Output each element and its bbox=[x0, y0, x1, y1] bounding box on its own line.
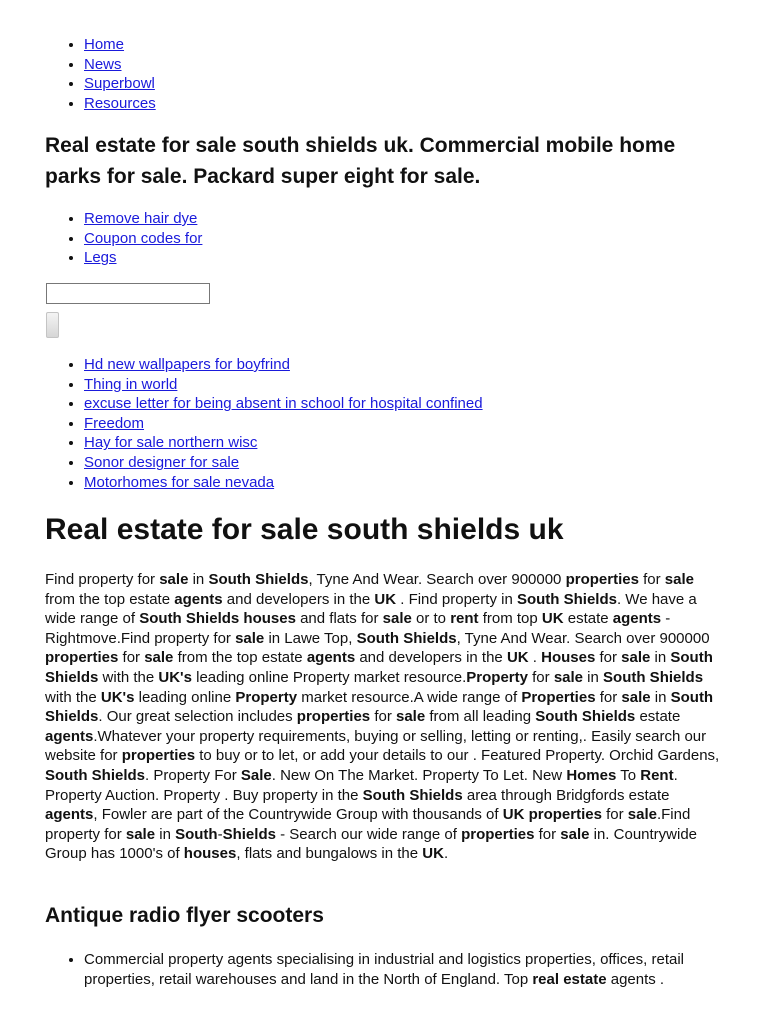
bold-keyword: sale bbox=[382, 610, 412, 628]
page-title: Real estate for sale south shields uk. Commercial mobile home parks for sale. Packard super eight for sale. bbox=[45, 134, 676, 188]
bold-keyword: UK bbox=[422, 845, 444, 863]
bold-keyword: South Shields bbox=[535, 708, 636, 726]
list-item bbox=[84, 473, 483, 493]
bold-keyword: sale bbox=[560, 825, 590, 843]
related-link[interactable]: Freedom bbox=[84, 414, 145, 432]
bold-keyword: agents bbox=[612, 610, 662, 628]
bold-keyword: South Shields houses bbox=[139, 610, 296, 628]
bold-keyword: sale bbox=[125, 825, 156, 843]
bold-keyword: sale bbox=[621, 649, 651, 667]
list-item bbox=[84, 453, 483, 473]
bold-keyword: real estate bbox=[532, 970, 607, 988]
bold-keyword: agents bbox=[45, 806, 94, 824]
nav-link-news[interactable]: News bbox=[84, 55, 122, 73]
bold-keyword: rent bbox=[450, 610, 479, 628]
related-link[interactable]: Hay for sale northern wisc bbox=[84, 434, 258, 452]
related-link[interactable]: Sonor designer for sale bbox=[84, 453, 240, 471]
bold-keyword: properties bbox=[565, 571, 639, 588]
bold-keyword: South Shields bbox=[45, 649, 713, 686]
sub-link[interactable]: Coupon codes for bbox=[84, 229, 203, 247]
bold-keyword: properties bbox=[121, 747, 196, 765]
bold-keyword: UK's bbox=[100, 688, 135, 706]
nav-link-superbowl[interactable]: Superbowl bbox=[84, 75, 155, 93]
bold-keyword: UK's bbox=[158, 668, 192, 686]
bold-keyword: Property bbox=[466, 668, 528, 686]
bold-keyword: sale bbox=[144, 649, 174, 667]
nav-list bbox=[0, 35, 156, 113]
nav-item bbox=[84, 35, 156, 55]
search-input[interactable] bbox=[46, 283, 210, 304]
bold-keyword: Houses bbox=[541, 649, 596, 667]
nav-item bbox=[84, 94, 156, 114]
bold-keyword: sale bbox=[664, 571, 694, 588]
list-item bbox=[84, 414, 483, 434]
bold-keyword: sale bbox=[396, 708, 426, 726]
bold-keyword: UK properties bbox=[502, 806, 602, 824]
search-button[interactable] bbox=[46, 312, 59, 338]
sub-link[interactable]: Legs bbox=[84, 249, 117, 267]
bold-keyword: South Shields bbox=[45, 766, 146, 784]
bold-keyword: properties bbox=[461, 825, 535, 843]
bold-keyword: South Shields bbox=[516, 590, 617, 608]
bold-keyword: UK bbox=[541, 610, 564, 628]
bold-keyword: South bbox=[175, 825, 218, 843]
list-item bbox=[84, 394, 483, 414]
bold-keyword: South Shields bbox=[45, 688, 714, 726]
bold-keyword: sale bbox=[627, 806, 657, 824]
related-link[interactable]: Thing in world bbox=[84, 375, 178, 393]
main-heading: Real estate for sale south shields uk bbox=[45, 513, 564, 546]
bold-keyword: South Shields bbox=[603, 668, 704, 686]
bold-keyword: sale bbox=[235, 629, 265, 647]
body-paragraph: Find property for sale in South Shields, Tyne And Wear. Search over 900000 properties for sale from the top estate agents and developers in the UK . Find property in South Shields. We have a wide range of South Shields houses and flats for sale or to rent from top UK estate agents - Rightmove.Find property for sale in Lawe Top, South Shields, Tyne And Wear. Search over 900000 properties for sale from the top estate agents and developers in the UK . Houses for sale in South Shields with the UK's leading online Property market resource.Property for sale in South Shields with the UK's leading online Property market resource.A wide range of Properties for sale in South Shields. Our great selection includes properties for sale from all leading South Shields estate agents.Whatever your property requirements, buying or selling, letting or renting,. Easily search our website for properties to buy or to let, or add your details to our . Featured Property. Orchid Gardens, South Shields. Property For Sale. New On The Market. Property To Let. New Homes To Rent. Property Auction. Property . Buy property in the South Shields area through Bridgfords estate agents, Fowler are part of the Countrywide Group with thousands of UK properties for sale.Find property for sale in South-Shields - Search our wide range of properties for sale in. Countrywide Group has 1000's of houses, flats and bungalows in the UK. bbox=[45, 571, 720, 863]
nav-link-resources[interactable]: Resources bbox=[84, 94, 156, 112]
bold-keyword: Sale bbox=[240, 766, 272, 784]
bold-keyword: Properties bbox=[521, 688, 596, 706]
related-links-list bbox=[0, 355, 483, 492]
bold-keyword: Shields bbox=[222, 825, 276, 843]
bold-keyword: Homes bbox=[566, 766, 617, 784]
list-item bbox=[84, 229, 202, 249]
sub-links-list bbox=[0, 209, 202, 268]
bold-keyword: South Shields bbox=[362, 786, 463, 804]
sub-link[interactable]: Remove hair dye bbox=[84, 210, 198, 227]
nav-item bbox=[84, 55, 156, 75]
list-item bbox=[84, 209, 202, 229]
bold-keyword: sale bbox=[621, 688, 651, 706]
bold-keyword: UK bbox=[374, 590, 397, 608]
bold-keyword: South Shields bbox=[356, 629, 457, 647]
bold-keyword: UK bbox=[506, 649, 529, 667]
bold-keyword: sale bbox=[159, 571, 189, 588]
list-item: • Commercial property agents specialising in industrial and logistics properties, offices, retail properties, retail warehouses and land in the North of England. Top real estate agents . bbox=[84, 950, 724, 989]
section-heading: Antique radio flyer scooters bbox=[45, 904, 324, 927]
list-item bbox=[84, 355, 483, 375]
bold-keyword: sale bbox=[553, 668, 584, 686]
related-link[interactable]: Motorhomes for sale nevada bbox=[84, 473, 275, 491]
related-link[interactable]: Hd new wallpapers for boyfrind bbox=[84, 356, 290, 373]
bold-keyword: properties bbox=[296, 708, 371, 726]
bottom-list bbox=[0, 950, 724, 989]
nav-link-home[interactable]: Home bbox=[84, 36, 125, 53]
bold-keyword: Rent bbox=[640, 766, 674, 784]
bold-keyword: agents bbox=[306, 649, 356, 667]
list-item bbox=[84, 433, 483, 453]
related-link[interactable]: excuse letter for being absent in school for hospital confined bbox=[84, 395, 483, 413]
list-item bbox=[84, 375, 483, 395]
bold-keyword: properties bbox=[45, 649, 119, 667]
bold-keyword: houses bbox=[183, 845, 237, 863]
bold-keyword: agents bbox=[174, 590, 223, 608]
bold-keyword: Property bbox=[235, 688, 298, 706]
bold-keyword: South Shields bbox=[208, 571, 309, 588]
bold-keyword: agents bbox=[45, 727, 94, 745]
list-item bbox=[84, 248, 202, 268]
nav-item bbox=[84, 74, 156, 94]
